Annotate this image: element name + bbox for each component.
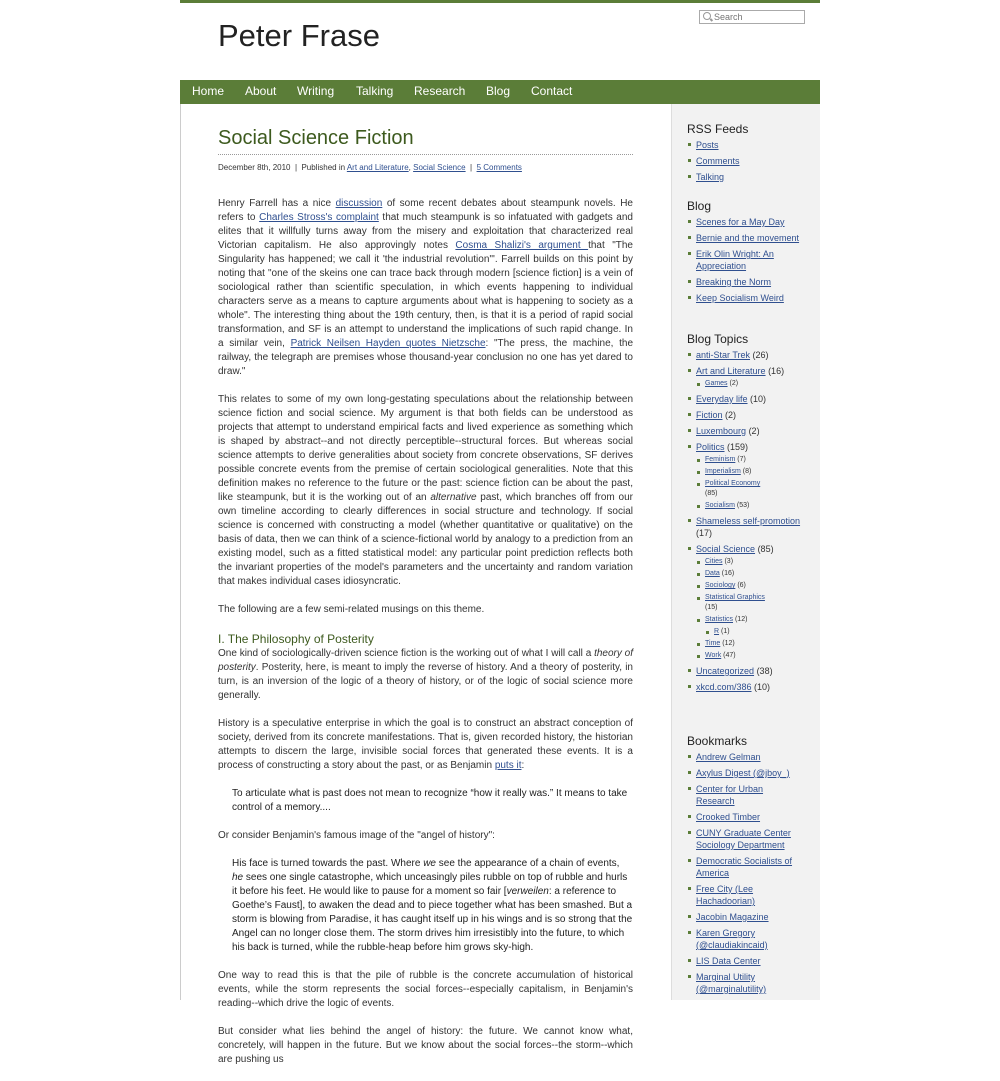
bookmark-link[interactable]: Center for Urban Research: [696, 784, 764, 806]
list-item: [705, 651, 802, 661]
bookmark-link[interactable]: Crooked Timber: [696, 812, 761, 822]
topic-link[interactable]: Imperialism: [705, 468, 741, 475]
list-item: [696, 139, 802, 151]
topic-count: (2): [729, 380, 739, 387]
topic-count: (3): [724, 558, 734, 565]
topic-count: (16): [721, 570, 735, 577]
list-item: [714, 627, 802, 637]
topic-count: (16): [768, 366, 785, 376]
topic-count: (159): [727, 442, 749, 452]
list-item: [696, 855, 802, 879]
sidebar-rss: [687, 123, 802, 187]
topic-link[interactable]: Cities: [705, 558, 723, 565]
topic-count: (2): [748, 426, 760, 436]
list-item: [696, 393, 802, 405]
topic-link[interactable]: xkcd.com/386: [696, 682, 752, 692]
topic-count: (8): [742, 468, 752, 475]
topic-link[interactable]: R: [714, 628, 720, 635]
list-item: [705, 557, 802, 567]
topics-title: Blog Topics: [687, 332, 749, 346]
list-item: [705, 479, 802, 499]
topic-count: (38): [756, 666, 773, 676]
list-item: [696, 883, 802, 907]
topic-count: (26): [752, 350, 769, 360]
topic-count: (12): [734, 616, 748, 623]
topic-count: (47): [723, 652, 736, 659]
list-item: [696, 543, 802, 661]
topic-count: (53): [736, 502, 750, 509]
topic-link[interactable]: Social Science: [696, 544, 756, 554]
topic-link[interactable]: Games: [705, 380, 728, 387]
bookmark-link[interactable]: Marginal Utility (@marginalutility): [696, 972, 767, 994]
category-link-social-science[interactable]: Social Science: [413, 163, 466, 172]
list-item: [705, 615, 802, 637]
list-item: [696, 409, 802, 421]
topic-link[interactable]: Politics: [696, 442, 725, 452]
bookmark-link[interactable]: Democratic Socialists of America: [696, 856, 793, 878]
topic-link[interactable]: Work: [705, 652, 722, 659]
bookmark-link[interactable]: Jacobin Magazine: [696, 912, 769, 922]
link-puts-it[interactable]: puts it: [494, 760, 522, 771]
topic-link[interactable]: Sociology: [705, 582, 736, 589]
topic-link[interactable]: anti-Star Trek: [696, 350, 751, 360]
main-nav: [180, 80, 820, 104]
list-item: [696, 515, 802, 539]
list-item: [696, 292, 802, 304]
topic-count: (7): [737, 456, 746, 463]
topic-link[interactable]: Feminism: [705, 456, 736, 463]
link-stross[interactable]: Charles Stross's complaint: [259, 212, 379, 223]
link-shalizi[interactable]: Cosma Shalizi's argument: [455, 240, 589, 251]
bookmark-link[interactable]: Andrew Gelman: [696, 752, 761, 762]
paragraph-6: Or consider Benjamin's famous image of the "angel of history":: [218, 830, 495, 841]
topic-count: (10): [754, 682, 771, 692]
nav-about[interactable]: About: [245, 84, 277, 98]
blog-post-link[interactable]: Bernie and the movement: [696, 233, 800, 243]
list-item: [696, 441, 802, 511]
sidebar-blog: [687, 200, 802, 308]
list-item: [696, 811, 802, 823]
nav-talking[interactable]: Talking: [356, 84, 394, 98]
list-item: [705, 593, 802, 613]
topic-count: (2): [725, 410, 737, 420]
post-meta: December 8th, 2010 | Published in Art and Literature, Social Science | 5 Comments: [218, 154, 633, 175]
topic-link[interactable]: Statistics: [705, 616, 734, 623]
rss-link-talking[interactable]: Talking: [696, 172, 725, 182]
rss-title: RSS Feeds: [687, 122, 749, 136]
topic-link[interactable]: Uncategorized: [696, 666, 755, 676]
paragraph-5: History is a speculative enterprise in which the goal is to construct an abstract conception of society, derived from its concrete manifestations. That is, given recorded history, the historian attempts to discern the large, invisible social forces that generated these events. It is a process of constructing a story about the past, or as Benjamin puts it:: [218, 718, 633, 771]
list-item: [696, 216, 802, 228]
topic-link[interactable]: Socialism: [705, 502, 735, 509]
nav-writing[interactable]: Writing: [297, 84, 335, 98]
topic-count: (15): [705, 604, 718, 611]
list-item: [696, 232, 802, 244]
list-item: [705, 501, 802, 511]
list-item: [696, 365, 802, 389]
topic-link[interactable]: Everyday life: [696, 394, 748, 404]
category-link-art[interactable]: Art and Literature: [346, 163, 409, 172]
topic-count: (1): [721, 628, 730, 635]
nav-home[interactable]: Home: [192, 84, 225, 98]
topic-link[interactable]: Shameless self-promotion: [696, 516, 801, 526]
list-item: [696, 751, 802, 763]
site-title[interactable]: Peter Frase: [218, 18, 380, 53]
bookmark-link[interactable]: Karen Gregory (@claudiakincaid): [696, 928, 768, 950]
list-item: [705, 379, 802, 389]
blockquote-1: To articulate what is past does not mean to recognize “how it really was.” It means to take control of a memory....: [232, 788, 628, 813]
topic-link[interactable]: Luxembourg: [696, 426, 747, 436]
paragraph-4: One kind of sociologically-driven science fiction is the working out of what I will call a theory of posterity. Posterity, here, is meant to imply the reverse of history. And a theory of posterity, in turn, is an inversion of the logic of a theory of history, or of the logic of social science more generally.: [218, 648, 633, 701]
topic-count: (17): [696, 528, 713, 538]
page-frame: [180, 0, 820, 1065]
published-in-label: Published in: [301, 163, 346, 172]
list-item: [696, 349, 802, 361]
list-item: [705, 569, 802, 579]
comments-link[interactable]: 5 Comments: [476, 163, 522, 172]
topic-link[interactable]: Statistical Graphics: [705, 594, 765, 601]
list-item: [696, 155, 802, 167]
blog-post-link[interactable]: Scenes for a May Day: [696, 217, 785, 227]
blog-post-link[interactable]: Keep Socialism Weird: [696, 293, 784, 303]
nav-research[interactable]: Research: [414, 84, 466, 98]
list-item: [696, 248, 802, 272]
list-item: [696, 665, 802, 677]
blog-post-link[interactable]: Breaking the Norm: [696, 277, 772, 287]
section-heading: I. The Philosophy of Posterity: [218, 632, 374, 646]
list-item: [696, 783, 802, 807]
bookmark-link[interactable]: Free City (Lee Hachadoorian): [696, 884, 756, 906]
bookmark-link[interactable]: CUNY Graduate Center Sociology Department: [696, 828, 791, 850]
search-input[interactable]: [714, 11, 800, 23]
nav-blog[interactable]: Blog: [486, 84, 511, 98]
paragraph-3: The following are a few semi-related musings on this theme.: [218, 604, 485, 615]
nav-contact[interactable]: Contact: [531, 84, 573, 98]
list-item: [705, 467, 802, 477]
search-box[interactable]: [699, 10, 805, 24]
blog-title: Blog: [687, 199, 712, 213]
list-item: [705, 581, 802, 591]
topic-count: (85): [757, 544, 774, 554]
list-item: [696, 971, 802, 995]
topic-link[interactable]: Data: [705, 570, 720, 577]
topic-count: (12): [722, 640, 735, 647]
topic-count: (6): [737, 582, 746, 589]
paragraph-1: Henry Farrell has a nice discussion of some recent debates about steampunk novels. He refers to Charles Stross's complaint that much steampunk is so infatuated with gadgets and elites that it willfully turns away from the misery and exploitation that characterized real Victorian capitalism. He also approvingly notes Cosma Shalizi's argument that "The Singularity has happened; we call it 'the industrial revolution'". Farrell builds on this point by noting that "one of the skeins one can trace back through modern [science fiction] is a vein of sociological rather than scientific speculation, in which events happening to individual characters serve as a means to capture arguments about what is happening to society as a whole". The interesting thing about the 19th century, then, is that it is a period of rapid social transformation, and SF is an attempt to understand the implications of such rapid change. In a similar vein, Patrick Neilsen Hayden quotes Nietzsche: "The press, the machine, the railway, the telegraph are premises whose thousand-year conclusion no one has yet dared to draw.": [218, 198, 634, 377]
bookmark-link[interactable]: Axylus Digest (@jboy_): [696, 768, 790, 778]
list-item: [696, 681, 802, 693]
topic-link[interactable]: Political Economy: [705, 480, 761, 487]
paragraph-2: This relates to some of my own long-gestating speculations about the relationship between science fiction and social science. My argument is that both fields can be understood as projects that attempt to understand empirical facts and lived experience as something which is shaped by abstract--and not directly perceptible--structural forces. But whereas social science attempts to derive generalities about society from concrete observations, SF derives possible concrete events from the premise of certain sociological generalities. Note that this definition makes no reference to the future or the past: science fiction can be about the past, like steampunk, but it is the working out of an alternative past, which branches off from our own timeline according to clearly differences in social structure and technology. If social science is concerned with constructing a model (whether quantitative or qualitative) on the basis of data, then we can think of a science-fictional world by analogy to a prediction from an existing model, such as a fitted statistical model: any particular point prediction reflects both the invariant properties of the model's parameters and the uncertainty and random variation that makes individual cases idiosyncratic.: [218, 394, 633, 587]
list-item: [696, 955, 802, 967]
paragraph-7: One way to read this is that the pile of rubble is the concrete accumulation of historical events, while the storm represents the social forces--especially capitalism, in Benjamin's reading--which drive the logic of events.: [218, 970, 633, 1009]
link-nietzsche[interactable]: Patrick Neilsen Hayden quotes Nietzsche: [290, 338, 486, 349]
list-item: [705, 639, 802, 649]
topic-link[interactable]: Fiction: [696, 410, 723, 420]
list-item: [696, 276, 802, 288]
list-item: [696, 911, 802, 923]
bookmark-link[interactable]: LIS Data Center: [696, 956, 761, 966]
sidebar-topics: [687, 333, 802, 697]
post-date: December 8th, 2010: [218, 163, 291, 172]
blockquote-2: His face is turned towards the past. Where we see the appearance of a chain of events, he sees one single catastrophe, which unceasingly piles rubble on top of rubble and hurls it before his feet. He would like to pause for a moment so fair [verweilen: a reference to Goethe’s Faust], to awaken the dead and to piece together what has been smashed. But a storm is blowing from Paradise, it has caught itself up in his wings and is so strong that the Angel can no longer close them. The storm drives him irresistibly into the future, to which his back is turned, while the rubble-heap before him grows sky-high.: [232, 858, 633, 953]
post-title[interactable]: Social Science Fiction: [218, 127, 414, 149]
topic-link[interactable]: Art and Literature: [696, 366, 766, 376]
top-accent-bar: [180, 0, 820, 3]
bookmarks-title: Bookmarks: [687, 734, 748, 748]
link-discussion[interactable]: discussion: [335, 198, 383, 209]
list-item: [705, 455, 802, 465]
post: [218, 126, 633, 1081]
list-item: [696, 171, 802, 183]
list-item: [696, 767, 802, 779]
topic-count: (10): [750, 394, 767, 404]
rss-link-comments[interactable]: Comments: [696, 156, 740, 166]
list-item: [696, 827, 802, 851]
sidebar-bookmarks: [687, 735, 802, 999]
topic-count: (85): [705, 490, 718, 497]
search-icon: [703, 12, 711, 20]
paragraph-8: But consider what lies behind the angel of history: the future. We cannot know what, concretely, will happen in the future. But we know about the social forces--the storm--which are pushing us: [218, 1026, 633, 1065]
blog-post-link[interactable]: Erik Olin Wright: An Appreciation: [696, 249, 774, 271]
topic-link[interactable]: Time: [705, 640, 721, 647]
rss-link-posts[interactable]: Posts: [696, 140, 719, 150]
list-item: [696, 927, 802, 951]
list-item: [696, 425, 802, 437]
